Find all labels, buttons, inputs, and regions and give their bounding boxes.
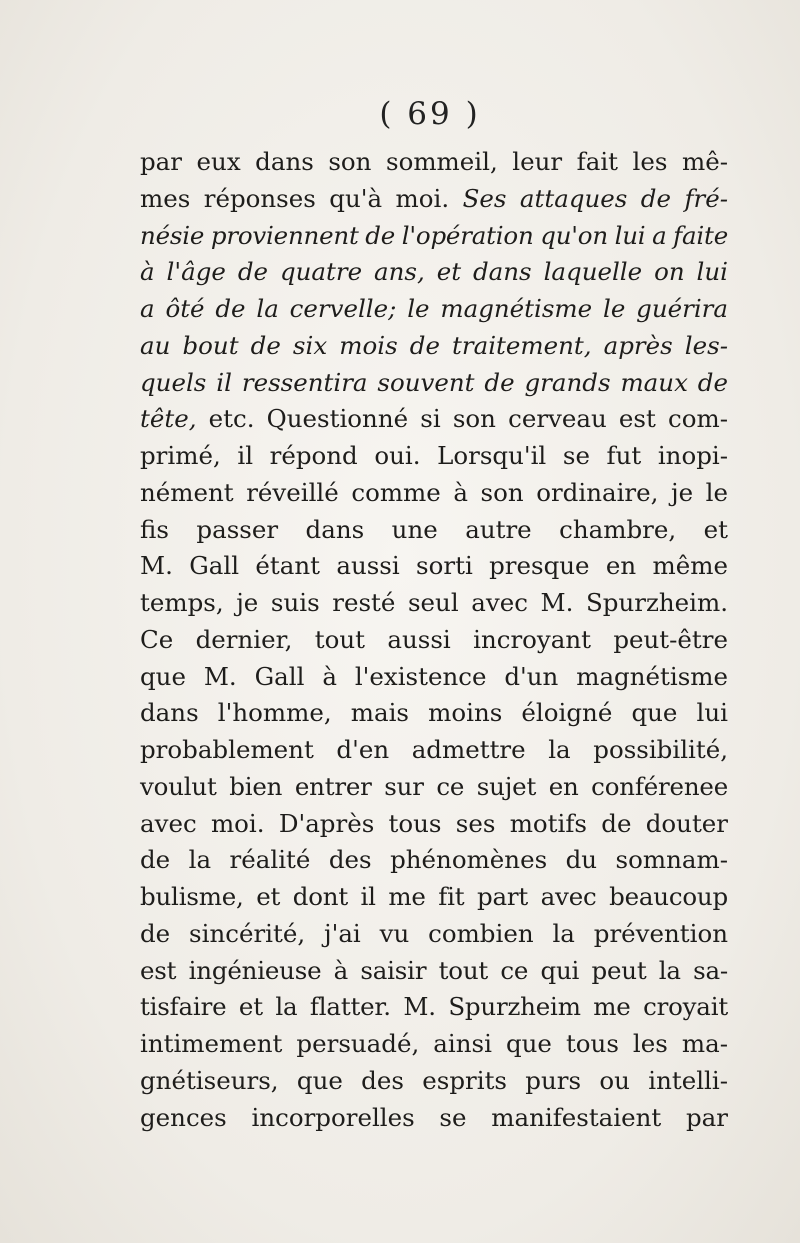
roman-text: de la réalité des phénomènes du somnam-	[140, 845, 728, 875]
text-line	[140, 879, 728, 916]
text-line	[140, 806, 728, 843]
text-line	[140, 695, 728, 732]
roman-text: dans l'homme, mais moins éloigné que lui	[140, 698, 728, 728]
roman-text: que M. Gall à l'existence d'un magnétisme	[140, 661, 728, 691]
text-line	[140, 401, 728, 438]
text-line	[140, 769, 728, 806]
page-number: ( 69 )	[379, 96, 481, 132]
text-line	[140, 254, 728, 291]
roman-text: mes réponses qu'à moi.	[140, 183, 463, 213]
italic-text: Ses attaques de fré-	[462, 183, 729, 213]
text-line	[140, 659, 728, 696]
text-line	[140, 732, 728, 769]
roman-text: gnétiseurs, que des esprits purs ou intelli-	[140, 1065, 728, 1095]
italic-text: tête,	[140, 404, 197, 434]
roman-text: de sincérité, j'ai vu combien la prévention	[140, 918, 728, 948]
body-text	[140, 144, 728, 1136]
text-line	[140, 291, 728, 328]
roman-text: tisfaire et la flatter. M. Spurzheim me croyait	[140, 992, 728, 1022]
roman-text: voulut bien entrer sur ce sujet en conférenee	[140, 771, 728, 801]
text-line	[140, 144, 728, 181]
italic-text: a ôté de la cervelle; le magnétisme le guérira	[140, 294, 728, 323]
roman-text: fis passer dans une autre chambre, et	[140, 514, 728, 544]
text-line	[140, 622, 728, 659]
roman-text: bulisme, et dont il me fit part avec beaucoup	[140, 882, 728, 911]
text-line	[140, 842, 728, 879]
text-line	[140, 1100, 728, 1137]
roman-text: probablement d'en admettre la possibilité,	[140, 735, 728, 764]
text-line	[140, 365, 728, 402]
text-line	[140, 1026, 728, 1063]
roman-text: nément réveillé comme à son ordinaire, je le	[140, 477, 728, 507]
roman-text: primé, il répond oui. Lorsqu'il se fut inopi-	[140, 441, 728, 470]
roman-text: gences incorporelles se manifestaient par	[140, 1102, 728, 1132]
roman-text: avec moi. D'après tous ses motifs de douter	[140, 808, 728, 838]
text-line	[140, 989, 728, 1026]
text-line	[140, 1063, 728, 1100]
roman-text: est ingénieuse à saisir tout ce qui peut la sa-	[140, 955, 728, 985]
italic-text: quels il ressentira souvent de grands maux de	[140, 367, 728, 397]
text-line	[140, 548, 728, 585]
text-line	[140, 218, 728, 255]
text-line	[140, 328, 728, 365]
roman-text: M. Gall étant aussi sorti presque en même	[140, 551, 728, 581]
roman-text: etc. Questionné si son cerveau est com-	[196, 404, 728, 434]
text-line	[140, 916, 728, 953]
roman-text: temps, je suis resté seul avec M. Spurzheim.	[140, 588, 728, 617]
italic-text: nésie proviennent de l'opération qu'on lui a faite	[140, 220, 728, 250]
text-line	[140, 512, 728, 549]
roman-text: par eux dans son sommeil, leur fait les mê-	[140, 147, 728, 176]
roman-text: intimement persuadé, ainsi que tous les ma-	[140, 1029, 728, 1058]
text-line	[140, 475, 728, 512]
italic-text: à l'âge de quatre ans, et dans laquelle on lui	[140, 257, 728, 287]
italic-text: au bout de six mois de traitement, après les-	[140, 330, 728, 360]
roman-text: Ce dernier, tout aussi incroyant peut-être	[140, 624, 728, 654]
text-line	[140, 438, 728, 475]
text-line	[140, 953, 728, 990]
text-line	[140, 585, 728, 622]
text-line	[140, 181, 728, 218]
